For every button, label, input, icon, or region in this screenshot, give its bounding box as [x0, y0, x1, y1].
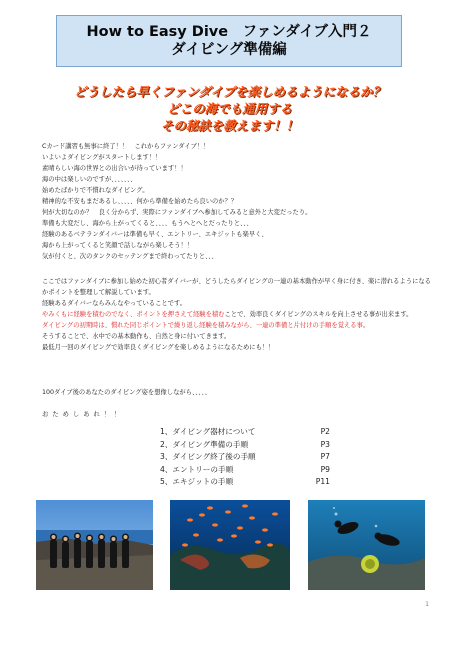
headline-line-3: その秘訣を教えます！！ [160, 118, 299, 133]
intro-line: 海から上がってくると笑顔で話しながら楽しそう！！ [42, 242, 194, 249]
document-subtitle: ダイビング準備編 [171, 42, 287, 58]
toc-item-page: P7 [320, 452, 330, 461]
intro-line: Cカード講習も無事に終了！！ これからファンダイブ！！ [42, 143, 210, 150]
intro-line: いよいよダイビングがスタートします！！ [42, 154, 162, 161]
closing-line [42, 387, 436, 398]
intro-line: 経験のあるベテランダイバーは準備も早く、エントリー、エキジットも楽早く、 [42, 231, 268, 238]
toc-item-page: P11 [315, 477, 330, 486]
photo-divers-on-shore [36, 500, 153, 590]
toc-item[interactable] [160, 464, 330, 477]
intro-line: 素晴らしい海の世界との出合いが待っています！！ [42, 165, 187, 172]
intro-line: 海の中は楽しいのですが、、、、、、、 [42, 176, 137, 183]
explanation-line: そうすることで、水中での基本動作も、自然と身に付いてきます。 [42, 333, 231, 340]
page-number: 1 [425, 600, 430, 608]
intro-line: 準備も大変だし、海から上がってくると、、、、もうへとへとだったりと、、、 [42, 220, 253, 227]
toc-item-title: 3、ダイビング終了後の手順 [160, 452, 256, 461]
explanation-line [42, 309, 436, 320]
closing-exclaim-text: おためしあれ！！ [42, 411, 125, 418]
explanation-line: ここではファンダイブに参加し始めた初心者ダイバーが、どうしたらダイビングの一連の基本動作が早く身に付き、楽に潜れるようになるかポイントを整理して解説しています。 [42, 278, 431, 296]
toc-item-title: 4、エントリーの手順 [160, 464, 234, 474]
photo-underwater-divers [308, 500, 425, 590]
intro-line: 気が付くと、次のタンクのセッテングまで終わってたりと、、、 [42, 253, 218, 260]
toc-item[interactable] [160, 476, 330, 489]
explanation-text: ことで、効率良くダイビングのスキルを向上させる事が出来ます。 [224, 311, 413, 318]
document-title: How to Easy Dive ファンダイブ入門２ [86, 24, 372, 40]
toc-item-title: 5、エキジットの手順 [160, 477, 234, 486]
toc-item-page: P3 [320, 439, 330, 449]
toc-item[interactable] [160, 426, 330, 439]
closing-exclaim [42, 409, 436, 420]
intro-line: 始めたばかりで不慣れなダイビング。 [42, 187, 149, 194]
toc-item-title: 1、ダイビング器材について [160, 427, 256, 436]
closing-text: 100ダイブ後のあなたのダイビング姿を想像しながら、、、、、 [42, 389, 211, 396]
intro-paragraph [42, 141, 436, 262]
highlight-text: やみくもに経験を積むのでなく、ポイントを押さえて経験を積む [42, 311, 225, 318]
explanation-paragraph [42, 276, 436, 353]
intro-line: 精神的な不安もまだあるし、、、、、何から準備を始めたら良いのか？？ [42, 198, 238, 205]
toc-item-title: 2、ダイビング準備の手順 [160, 439, 249, 449]
photo-fish-school [170, 500, 290, 590]
table-of-contents [160, 426, 330, 489]
toc-item-page: P9 [320, 464, 330, 474]
intro-line: 何が大切なのか？ 良く分からず、実際にファンダイブへ参加してみると意外と大変だったり。 [42, 209, 312, 216]
headline-line-1: どうしたら早くファンダイブを楽しめるようになるか？ [73, 84, 386, 99]
explanation-line: 最低月一回のダイビングで効率良くダイビングを楽しめるようになるためにも！！ [42, 344, 275, 351]
headline-line-2: どこの海でも通用する [166, 101, 292, 116]
highlight-line: ダイビングの初期時は、慣れた同じポイントで繰り返し経験を積みながら、一連の準備と片付けの手順を覚える事。 [42, 322, 370, 329]
toc-item[interactable] [160, 439, 330, 452]
toc-item-page: P2 [320, 427, 330, 436]
title-box [56, 15, 402, 67]
toc-item[interactable] [160, 451, 330, 464]
explanation-line: 経験あるダイバーならみんなやっていることです。 [42, 300, 187, 307]
